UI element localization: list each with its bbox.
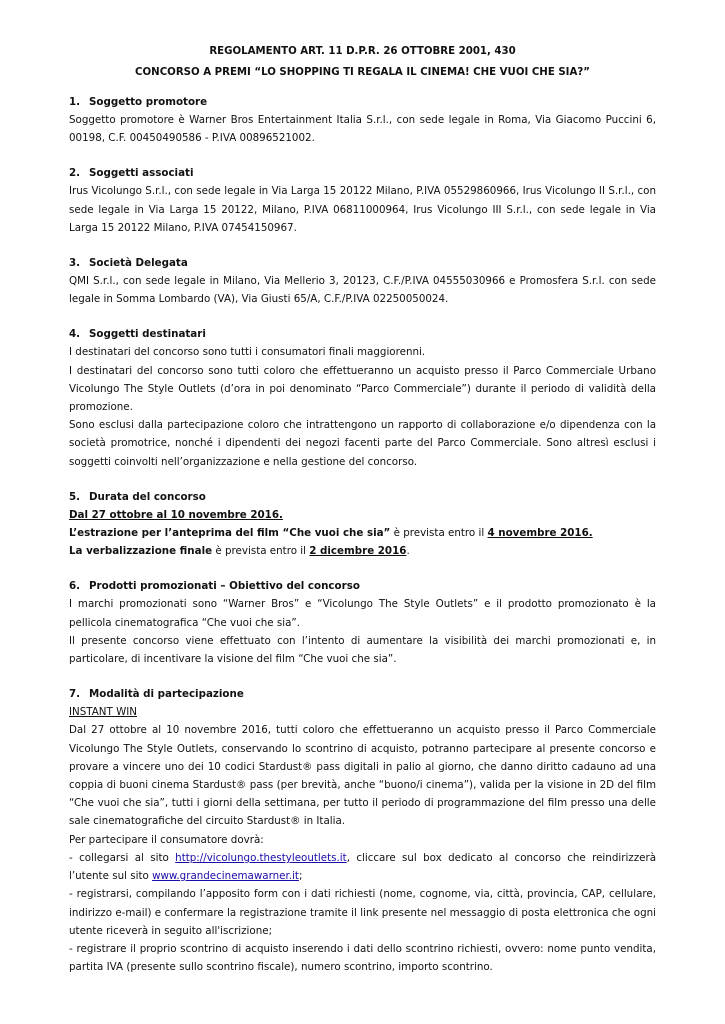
grandecinemawarner-site-link[interactable]: www.grandecinemawarner.it bbox=[152, 870, 299, 883]
section-5-draw-date: L’estrazione per l’anteprima del film “Che vuoi che sia” è prevista entro il 4 novembre 2016. bbox=[69, 527, 593, 540]
section-5-period: Dal 27 ottobre al 10 novembre 2016. bbox=[69, 508, 283, 521]
section-7-bullet-1: - collegarsi al sito http://vicolungo.thestyleoutlets.it, cliccare sul box dedicato al concorso che reindirizzerà l’utente sul sito www.grandecinemawarner.it; bbox=[69, 851, 656, 883]
section-1-heading: 1. Soggetto promotore bbox=[69, 96, 208, 108]
section-6-text-1: I marchi promozionati sono “Warner Bros” e “Vicolungo The Style Outlets” e il prodotto promozionato è la pellicola cinematografica “Che vuoi che sia”. bbox=[69, 598, 656, 629]
document-title-line1: REGOLAMENTO ART. 11 D.P.R. 26 OTTOBRE 2001, 430 bbox=[209, 46, 516, 57]
section-4-text-3: Sono esclusi dalla partecipazione coloro che intrattengono un rapporto di collaborazione e/o dipendenza con la società promotrice, nonché i dipendenti dei negozi facenti parte del Parco Commerciale. Sono altresì esclusi i soggetti coinvolti nell’organizzazione e nella gestione del concorso. bbox=[69, 419, 656, 468]
section-2-heading: 2. Soggetti associati bbox=[69, 167, 194, 180]
section-3-text: QMI S.r.l., con sede legale in Milano, Via Mellerio 3, 20123, C.F./P.IVA 04555030966 e Promosfera S.r.l. con sede legale in Somma Lombardo (VA), Via Giusti 65/A, C.F./P.IVA 02250050024. bbox=[69, 275, 656, 306]
section-6-text-2: Il presente concorso viene effettuato con l’intento di aumentare la visibilità dei marchi promozionati e, in particolare, di incentivare la visione del film “Che vuoi che sia”. bbox=[69, 634, 656, 666]
section-4-heading: 4. Soggetti destinatari bbox=[69, 328, 206, 341]
section-7-bullet-2: - registrarsi, compilando l’apposito form con i dati richiesti (nome, cognome, via, città, provincia, CAP, cellulare, indirizzo e-mail) e confermare la registrazione tramite il link presente nel messaggio di posta elettronica che ogni utente riceverà in seguito all'iscrizione; bbox=[69, 888, 656, 937]
section-4-text-1: I destinatari del concorso sono tutti i consumatori finali maggiorenni. bbox=[69, 346, 426, 359]
section-7-text-2: Per partecipare il consumatore dovrà: bbox=[69, 833, 264, 846]
section-5-heading: 5. Durata del concorso bbox=[69, 490, 206, 503]
document-page bbox=[69, 41, 656, 976]
section-6-heading: 6. Prodotti promozionati – Obiettivo del concorso bbox=[69, 580, 360, 593]
section-7-heading: 7. Modalità di partecipazione bbox=[69, 688, 244, 701]
vicolungo-site-link[interactable]: http://vicolungo.thestyleoutlets.it bbox=[175, 851, 347, 864]
section-2-text: Irus Vicolungo S.r.l., con sede legale in Via Larga 15 20122 Milano, P.IVA 05529860966, Irus Vicolungo II S.r.l., con sede legale in Via Larga 15 20122, Milano, P.IVA 06811000964, Irus Vicolungo III S.r.l., con sede legale in Via Larga 15 20122 Milano, P.IVA 07454150967. bbox=[69, 185, 656, 234]
instant-win-subheading: INSTANT WIN bbox=[69, 706, 137, 719]
section-7-text-1: Dal 27 ottobre al 10 novembre 2016, tutti coloro che effettueranno un acquisto presso il Parco Commerciale Vicolungo The Style Outlets, conservando lo scontrino di acquisto, potranno partecipare al presente concorso e provare a vincere uno dei 10 codici Stardust® pass digitali in palio al giorno, che danno diritto cadauno ad una coppia di buoni cinema Stardust® pass (per brevità, anche “buono/i cinema”), valida per la visione in 2D del film “Che vuoi che sia”, tutti i giorni della settimana, per tutto il periodo di programmazione del film presso una delle sale cinematografiche del circuito Stardust® in Italia. bbox=[69, 724, 656, 828]
section-5-final-date: La verbalizzazione finale è prevista entro il 2 dicembre 2016. bbox=[69, 545, 410, 558]
document-title-line2: CONCORSO A PREMI “LO SHOPPING TI REGALA IL CINEMA! CHE VUOI CHE SIA?” bbox=[135, 67, 590, 78]
section-4-text-2: I destinatari del concorso sono tutti coloro che effettueranno un acquisto presso il Parco Commerciale Urbano Vicolungo The Style Outlets (d’ora in poi denominato “Parco Commerciale”) durante il periodo di validità della promozione. bbox=[69, 364, 656, 414]
section-1-text: Soggetto promotore è Warner Bros Entertainment Italia S.r.l., con sede legale in Roma, Via Giacomo Puccini 6, 00198, C.F. 00450490586 - P.IVA 00896521002. bbox=[69, 114, 656, 145]
section-3-heading: 3. Società Delegata bbox=[69, 257, 188, 270]
section-7-bullet-3: - registrare il proprio scontrino di acquisto inserendo i dati dello scontrino richiesti, ovvero: nome punto vendita, partita IVA (presente sullo scontrino fiscale), numero scontrino, importo scontrino. bbox=[69, 942, 656, 974]
